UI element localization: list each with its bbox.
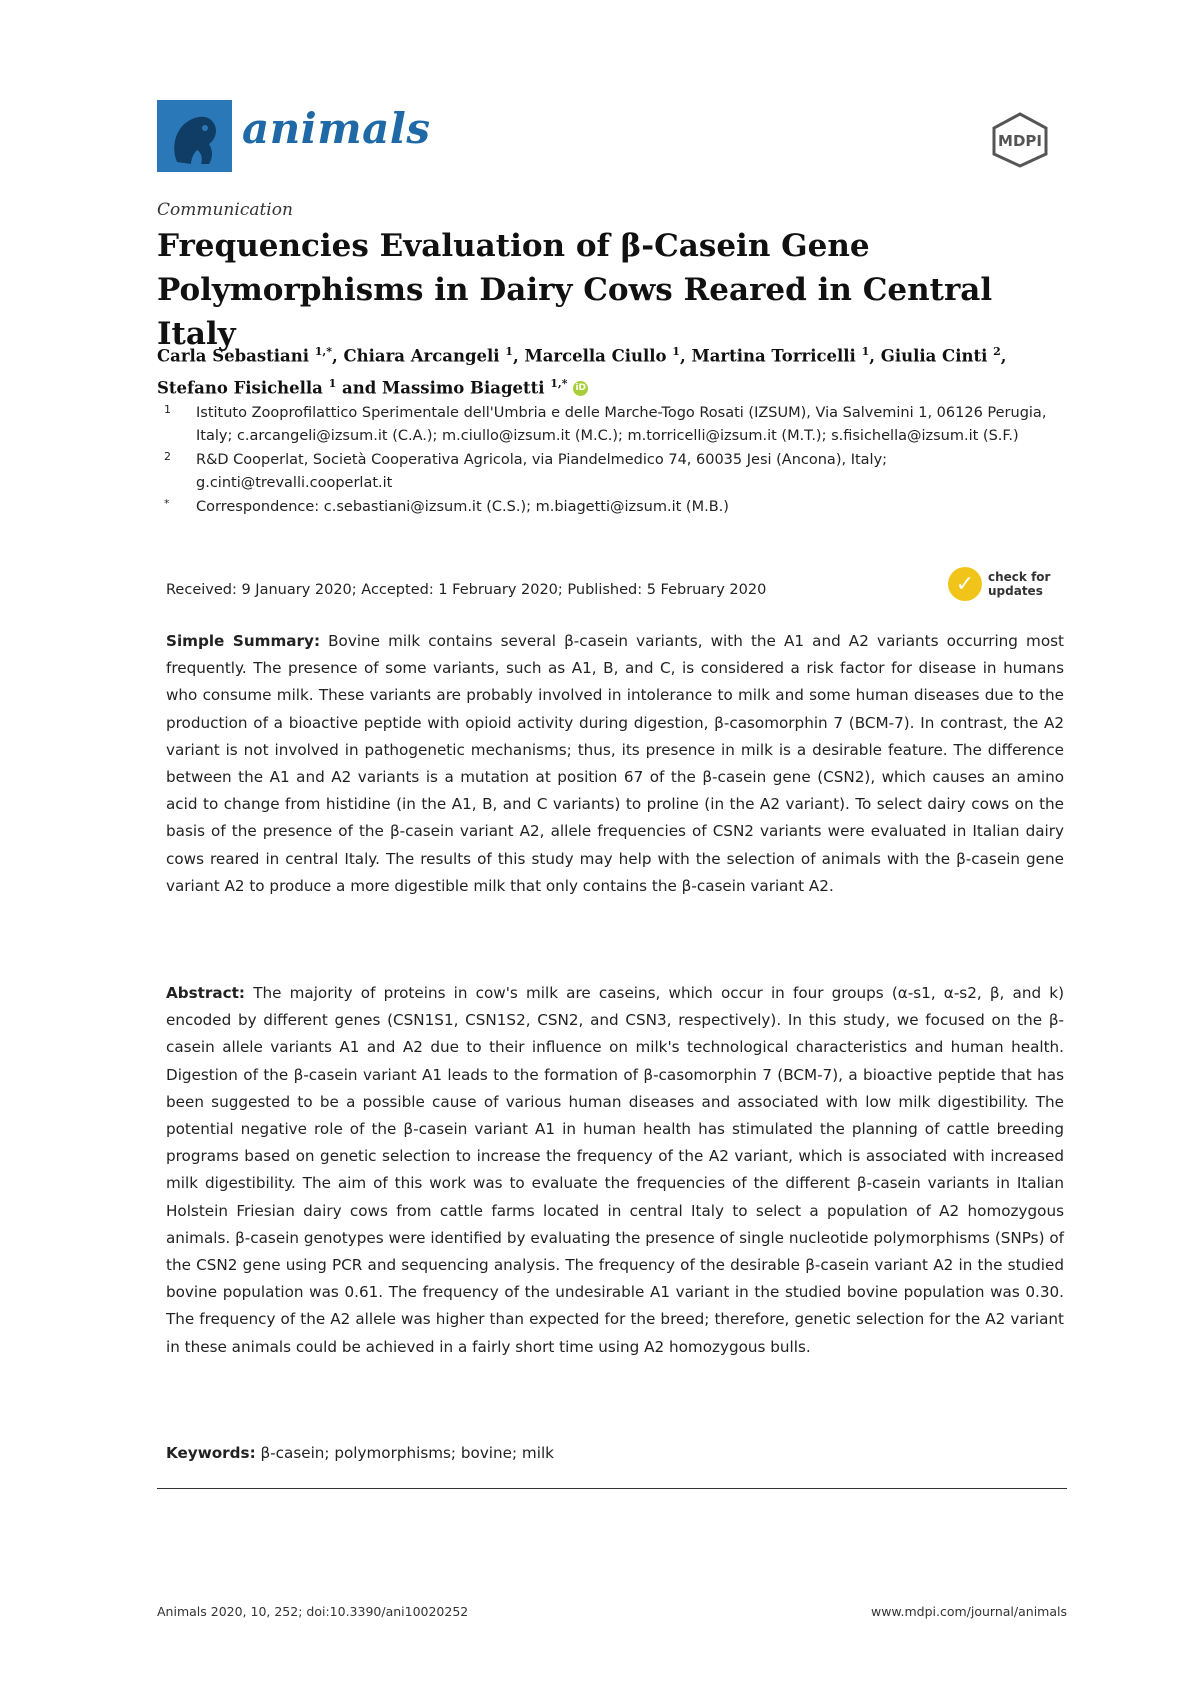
author-name: Carla Sebastiani bbox=[157, 346, 309, 366]
author-affil-mark: 1 bbox=[672, 345, 680, 358]
abstract-text: The majority of proteins in cow's milk are caseins, which occur in four groups (α-s1, α-s2, β, and k) encoded by different genes (CSN1S1, CSN1S2, CSN2, and CSN3, respectively). In this study, we focused on the β-casein allele variants A1 and A2 due to their influence on milk's technological characteristics and human health. Digestion of the β-casein variant A1 leads to the formation of β-casomorphin 7 (BCM-7), a bioactive peptide that has been suggested to be a possible cause of various human diseases and associated with low milk digestibility. The potential negative role of the β-casein variant A1 in human health has stimulated the planning of cattle breeding programs based on genetic selection to increase the frequency of the A2 variant, which is associated with increased milk digestibility. The aim of this work was to evaluate the frequencies of the different β-casein variants in Italian Holstein Friesian dairy cows from cattle farms located in central Italy to select a population of A2 homozygous animals. β-casein genotypes were identified by evaluating the presence of single nucleotide polymorphisms (SNPs) of the CSN2 gene using PCR and sequencing analysis. The frequency of the desirable β-casein variant A2 in the studied bovine population was 0.61. The frequency of the undesirable A1 variant in the studied bovine population was 0.30. The frequency of the A2 allele was higher than expected for the breed; therefore, genetic selection for the A2 variant in these animals could be achieved in a fairly short time using A2 homozygous bulls. bbox=[166, 984, 1065, 1356]
affiliations bbox=[164, 402, 1064, 520]
author-affil-mark: 1 bbox=[861, 345, 870, 358]
check-line-1: check for bbox=[988, 570, 1051, 584]
abstract bbox=[166, 980, 1064, 1361]
journal-logo-icon bbox=[157, 100, 232, 172]
affiliation-mark: 2 bbox=[164, 450, 171, 463]
author-affil-mark: 1 bbox=[505, 345, 513, 358]
article-type: Communication bbox=[157, 200, 293, 220]
simple-summary-text: Bovine milk contains several β-casein variants, with the A1 and A2 variants occurring most frequently. The presence of some variants, such as A1, B, and C, is considered a risk factor for disease in humans who consume milk. These variants are probably involved in intolerance to milk and some human diseases due to the production of a bioactive peptide with opioid activity during digestion, β-casomorphin 7 (BCM-7). In contrast, the A2 variant is not involved in pathogenetic mechanisms; thus, its presence in milk is a desirable feature. The difference between the A1 and A2 variants is a mutation at position 67 of the β-casein gene (CSN2), which causes an amino acid to change from histidine (in the A1, B, and C variants) to proline (in the A2 variant). To select dairy cows on the basis of the presence of the β-casein variant A2, allele frequencies of CSN2 variants were evaluated in Italian dairy cows reared in central Italy. The results of this study may help with the selection of animals with the β-casein gene variant A2 to produce a more digestible milk that only contains the β-casein variant A2. bbox=[166, 632, 1065, 895]
abstract-label: Abstract: bbox=[166, 984, 246, 1002]
check-for-updates-badge[interactable] bbox=[948, 562, 1068, 606]
publisher-logo-icon bbox=[990, 112, 1050, 168]
affiliation-mark: * bbox=[164, 497, 170, 510]
affiliation-mark: 1 bbox=[164, 403, 171, 416]
author-list: Carla Sebastiani $^{1,*}$, Chiara Arcangeli $^1$, Marcella Ciullo $^1$, Martina Torricelli $^1$, Giulia Cinti $^2$, Stefano Fisichella $^1$ and Massimo Biagetti $^{1,*}$ iD bbox=[157, 345, 1007, 397]
author-affil-mark: 1 bbox=[328, 376, 337, 390]
affiliation-item bbox=[164, 402, 1064, 448]
orcid-icon[interactable]: iD bbox=[573, 381, 588, 396]
author-affil-mark: 1,* bbox=[550, 376, 568, 390]
author-affil-mark: 2 bbox=[993, 345, 1001, 358]
check-for-updates-text bbox=[988, 570, 1050, 598]
affiliation-text: R&D Cooperlat, Società Cooperativa Agricola, via Piandelmedico 74, 60035 Jesi (Ancona), Italy; g.cinti@trevalli.cooperlat.it bbox=[196, 452, 888, 491]
keywords-label: Keywords: bbox=[166, 1444, 256, 1462]
publication-dates: Received: 9 January 2020; Accepted: 1 February 2020; Published: 5 February 2020 bbox=[166, 582, 767, 598]
author-name: Marcella Ciullo bbox=[524, 346, 667, 366]
keywords-text: β-casein; polymorphisms; bovine; milk bbox=[260, 1444, 554, 1462]
footer-url[interactable]: www.mdpi.com/journal/animals bbox=[870, 1604, 1067, 1619]
footer-citation: Animals 2020, 10, 252; doi:10.3390/ani10020252 bbox=[157, 1604, 469, 1619]
affiliation-text: Correspondence: c.sebastiani@izsum.it (C.S.); m.biagetti@izsum.it (M.B.) bbox=[196, 499, 729, 515]
author-name: Martina Torricelli bbox=[691, 346, 856, 366]
author-name: Stefano Fisichella bbox=[157, 378, 323, 397]
check-icon: ✓ bbox=[948, 567, 982, 601]
simple-summary-label: Simple Summary: bbox=[166, 632, 321, 650]
author-conjunction: and bbox=[342, 378, 377, 397]
affiliation-text: Istituto Zooprofilattico Sperimentale dell'Umbria e delle Marche-Togo Rosati (IZSUM), Via Salvemini 1, 06126 Perugia, Italy; c.arcangeli@izsum.it (C.A.); m.ciullo@izsum.it (M.C.); m.torricelli@izsum.it (M.T.); s.fisichella@izsum.it (S.F.) bbox=[196, 405, 1047, 444]
affiliation-item bbox=[164, 496, 1064, 519]
affiliation-item bbox=[164, 449, 1064, 495]
author-name: Giulia Cinti bbox=[880, 346, 988, 366]
author-name: Chiara Arcangeli bbox=[343, 346, 500, 366]
publisher-logo-text: MDPI bbox=[998, 132, 1042, 150]
journal-name: animals bbox=[242, 104, 431, 153]
article-title: Frequencies Evaluation of β-Casein Gene Polymorphisms in Dairy Cows Reared in Central Italy bbox=[157, 228, 993, 352]
author-name: Massimo Biagetti bbox=[382, 378, 545, 397]
simple-summary bbox=[166, 628, 1064, 900]
keywords bbox=[166, 1440, 1064, 1467]
section-divider bbox=[157, 1488, 1067, 1489]
author-affil-mark: 1,* bbox=[314, 345, 332, 358]
check-line-2: updates bbox=[988, 584, 1043, 598]
